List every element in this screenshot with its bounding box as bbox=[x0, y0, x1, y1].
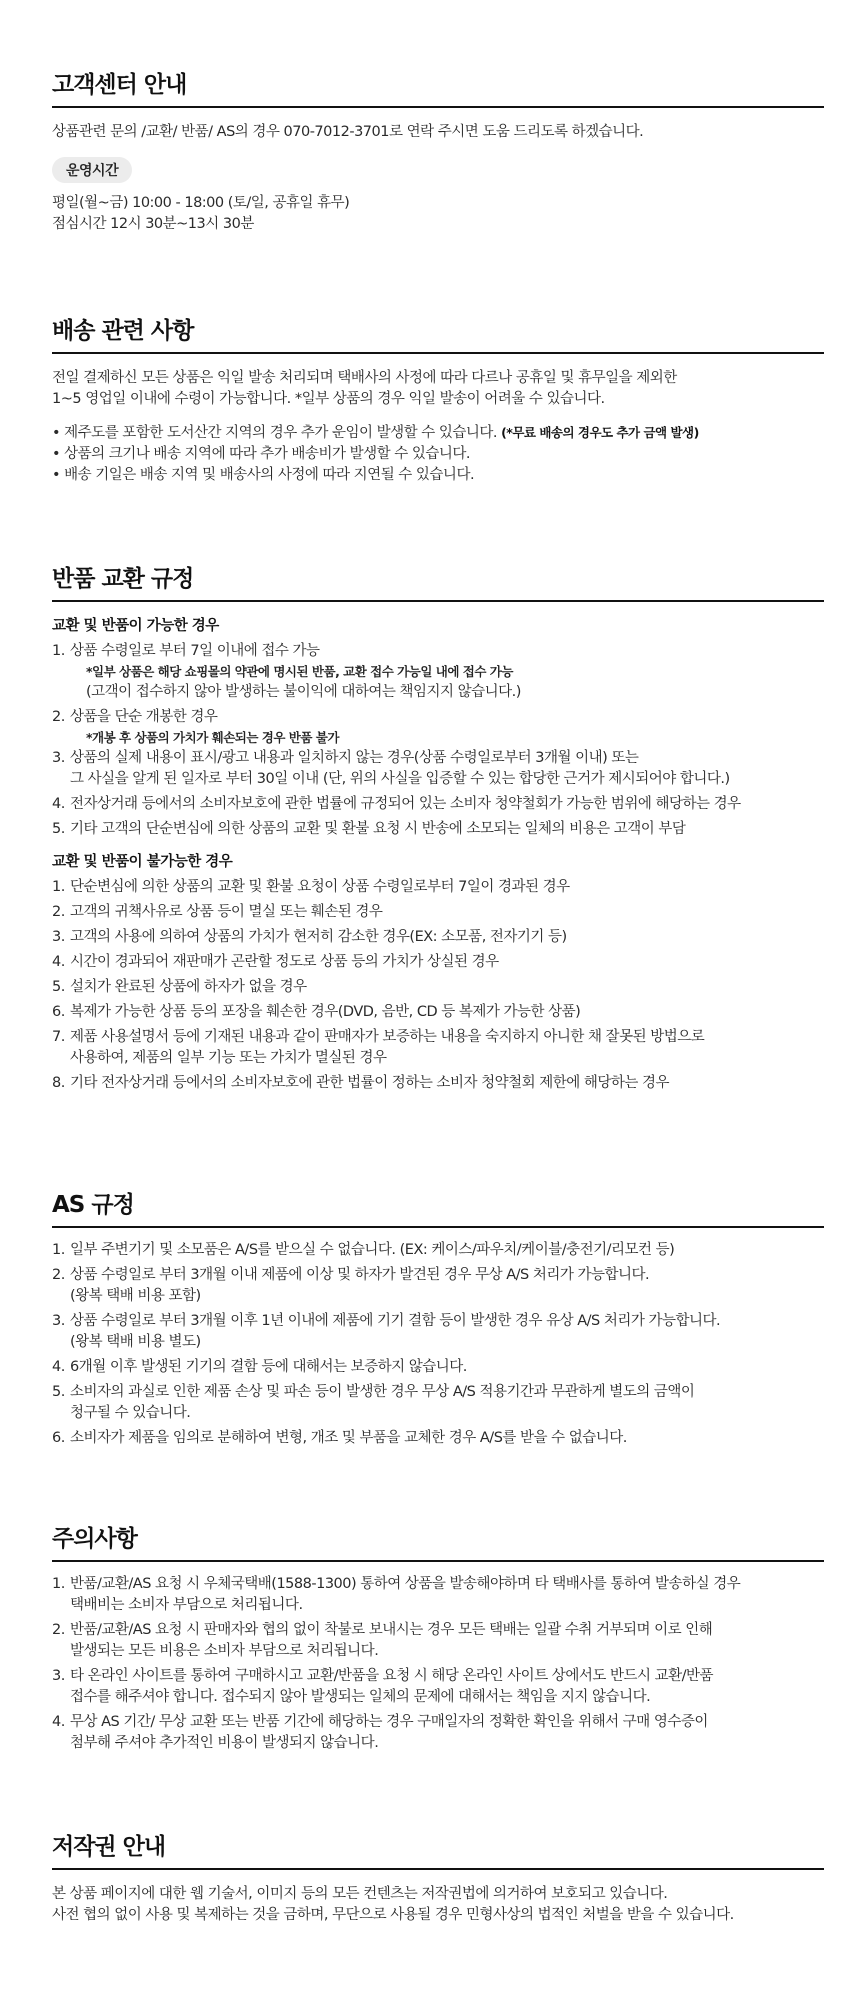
list-item: 1. 일부 주변기기 및 소모품은 A/S를 받으실 수 없습니다. (EX: 케이스/파우치/케이블/충전기/리모컨 등) bbox=[52, 1242, 675, 1258]
customer-center-title: 고객센터 안내 bbox=[52, 68, 824, 108]
returns-p1-note: *일부 상품은 해당 쇼핑몰의 약관에 명시된 반품, 교환 접수 가능일 내에 접수 가능 bbox=[86, 664, 513, 679]
list-item: 5. 소비자의 과실로 인한 제품 손상 및 파손 등이 발생한 경우 무상 A/S 적용기간과 무관하게 별도의 금액이 청구될 수 있습니다. bbox=[52, 1384, 695, 1421]
as-title: AS 규정 bbox=[52, 1188, 824, 1228]
customer-center-desc: 상품관련 문의 /교환/ 반품/ AS의 경우 070-7012-3701로 연락 주시면 도움 드리도록 하겠습니다. bbox=[52, 124, 644, 140]
returns-p2-note: *개봉 후 상품의 가치가 훼손되는 경우 반품 불가 bbox=[86, 730, 339, 745]
list-item: 5. 설치가 완료된 상품에 하자가 없을 경우 bbox=[52, 979, 307, 995]
list-item: 1. 반품/교환/AS 요청 시 우체국택배(1588-1300) 통하여 상품을 발송해야하며 타 택배사를 통하여 발송하실 경우 택배비는 소비자 부담으로 처리됩니다. bbox=[52, 1576, 741, 1613]
as-section bbox=[52, 1188, 824, 1449]
caution-title: 주의사항 bbox=[52, 1522, 824, 1562]
list-item: 2. 반품/교환/AS 요청 시 판매자와 협의 없이 착불로 보내시는 경우 모든 택배는 일괄 수취 거부되며 이로 인해 발생되는 모든 비용은 소비자 부담으로 처리됩니다. bbox=[52, 1622, 713, 1659]
list-item: 8. 기타 전자상거래 등에서의 소비자보호에 관한 법률이 정하는 소비자 청약철회 제한에 해당하는 경우 bbox=[52, 1075, 669, 1091]
list-item: 4. 6개월 이후 발생된 기기의 결함 등에 대해서는 보증하지 않습니다. bbox=[52, 1359, 467, 1375]
list-item: 6. 복제가 가능한 상품 등의 포장을 훼손한 경우(DVD, 음반, CD 등 복제가 가능한 상품) bbox=[52, 1004, 581, 1020]
copyright-title: 저작권 안내 bbox=[52, 1830, 824, 1870]
caution-section bbox=[52, 1522, 824, 1754]
caution-list bbox=[52, 1574, 824, 1754]
copyright-section bbox=[52, 1830, 824, 1926]
copyright-line-1: 본 상품 페이지에 대한 웹 기술서, 이미지 등의 모든 컨텐츠는 저작권법에 의거하여 보호되고 있습니다. bbox=[52, 1886, 668, 1902]
list-item: 1. 단순변심에 의한 상품의 교환 및 환불 요청이 상품 수령일로부터 7일이 경과된 경우 bbox=[52, 879, 570, 895]
list-item: 4. 무상 AS 기간/ 무상 교환 또는 반품 기간에 해당하는 경우 구매일자의 정확한 확인을 위해서 구매 영수증이 첨부해 주셔야 추가적인 비용이 발생되지 않습니다. bbox=[52, 1714, 708, 1751]
shipping-desc-line-1: 전일 결제하신 모든 상품은 익일 발송 처리되며 택배사의 사정에 따라 다르나 공휴일 및 휴무일을 제외한 bbox=[52, 370, 677, 386]
as-list bbox=[52, 1240, 824, 1449]
shipping-bullet-2: • 상품의 크기나 배송 지역에 따라 추가 배송비가 발생할 수 있습니다. bbox=[52, 444, 824, 465]
customer-center-section bbox=[52, 68, 824, 235]
returns-title: 반품 교환 규정 bbox=[52, 562, 824, 602]
shipping-title: 배송 관련 사항 bbox=[52, 314, 824, 354]
returns-impossible-list bbox=[52, 877, 824, 1094]
list-item: 1. 상품 수령일로 부터 7일 이내에 접수 가능 *일부 상품은 해당 쇼핑몰의 약관에 명시된 반품, 교환 접수 가능일 내에 접수 가능 (고객이 접수하지 않아 발생하는 불이익에 대하여는 책임지지 않습니다.) bbox=[52, 641, 824, 703]
returns-p1-note2: (고객이 접수하지 않아 발생하는 불이익에 대하여는 책임지지 않습니다.) bbox=[86, 684, 521, 700]
shipping-bullet-1-bold: (*무료 배송의 경우도 추가 금액 발생) bbox=[501, 425, 699, 440]
returns-impossible-heading: 교환 및 반품이 불가능한 경우 bbox=[52, 854, 233, 870]
list-item: 3. 상품 수령일로 부터 3개월 이후 1년 이내에 제품에 기기 결함 등이 발생한 경우 유상 A/S 처리가 가능합니다. (왕복 택배 비용 별도) bbox=[52, 1313, 721, 1350]
list-item: 4. 시간이 경과되어 재판매가 곤란할 정도로 상품 등의 가치가 상실된 경우 bbox=[52, 954, 499, 970]
list-item: 6. 소비자가 제품을 임의로 분해하여 변형, 개조 및 부품을 교체한 경우 A/S를 받을 수 없습니다. bbox=[52, 1430, 627, 1446]
shipping-desc-line-2: 1~5 영업일 이내에 수령이 가능합니다. *일부 상품의 경우 익일 발송이 어려울 수 있습니다. bbox=[52, 391, 605, 407]
list-item: 2. 고객의 귀책사유로 상품 등이 멸실 또는 훼손된 경우 bbox=[52, 904, 383, 920]
hours-line-2: 점심시간 12시 30분~13시 30분 bbox=[52, 216, 254, 232]
shipping-bullet-1: • 제주도를 포함한 도서산간 지역의 경우 추가 운임이 발생할 수 있습니다. (*무료 배송의 경우도 추가 금액 발생) bbox=[52, 422, 824, 444]
list-item: 3. 상품의 실제 내용이 표시/광고 내용과 일치하지 않는 경우(상품 수령일로부터 3개월 이내) 또는 그 사실을 알게 된 일자로 부터 30일 이내 (단, 위의 사실을 입증할 수 있는 합당한 근거가 제시되어야 합니다.) bbox=[52, 750, 730, 787]
list-item: 2. 상품 수령일로 부터 3개월 이내 제품에 이상 및 하자가 발견된 경우 무상 A/S 처리가 가능합니다. (왕복 택배 비용 포함) bbox=[52, 1267, 650, 1304]
hours-badge: 운영시간 bbox=[52, 157, 132, 183]
copyright-line-2: 사전 협의 없이 사용 및 복제하는 것을 금하며, 무단으로 사용될 경우 민형사상의 법적인 처벌을 받을 수 있습니다. bbox=[52, 1907, 734, 1923]
hours-line-1: 평일(월~금) 10:00 - 18:00 (토/일, 공휴일 휴무) bbox=[52, 195, 350, 211]
list-item: 4. 전자상거래 등에서의 소비자보호에 관한 법률에 규정되어 있는 소비자 청약철회가 가능한 범위에 해당하는 경우 bbox=[52, 796, 741, 812]
list-item: 2. 상품을 단순 개봉한 경우 *개봉 후 상품의 가치가 훼손되는 경우 반품 불가 bbox=[52, 707, 824, 748]
shipping-bullet-3: • 배송 기일은 배송 지역 및 배송사의 사정에 따라 지연될 수 있습니다. bbox=[52, 465, 824, 486]
list-item: 3. 고객의 사용에 의하여 상품의 가치가 현저히 감소한 경우(EX: 소모품, 전자기기 등) bbox=[52, 929, 567, 945]
returns-possible-heading: 교환 및 반품이 가능한 경우 bbox=[52, 618, 219, 634]
shipping-bullets bbox=[52, 422, 824, 486]
shipping-section bbox=[52, 314, 824, 486]
returns-possible-list bbox=[52, 641, 824, 840]
list-item: 7. 제품 사용설명서 등에 기재된 내용과 같이 판매자가 보증하는 내용을 숙지하지 아니한 채 잘못된 방법으로 사용하여, 제품의 일부 기능 또는 가치가 멸실된 경우 bbox=[52, 1029, 705, 1066]
list-item: 3. 타 온라인 사이트를 통하여 구매하시고 교환/반품을 요청 시 해당 온라인 사이트 상에서도 반드시 교환/반품 접수를 해주셔야 합니다. 접수되지 않아 발생되는 일체의 문제에 대해서는 책임을 지지 않습니다. bbox=[52, 1668, 713, 1705]
returns-section bbox=[52, 562, 824, 1094]
list-item: 5. 기타 고객의 단순변심에 의한 상품의 교환 및 환불 요청 시 반송에 소모되는 일체의 비용은 고객이 부담 bbox=[52, 821, 686, 837]
